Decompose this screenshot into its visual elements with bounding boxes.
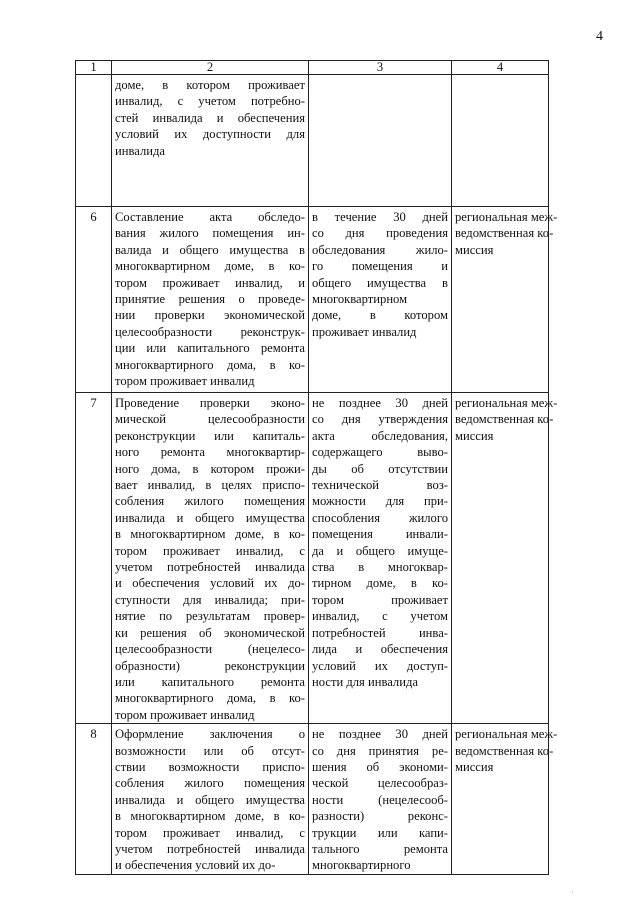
procedure-table: [75, 60, 558, 875]
text-line: и обеспечения условий их до-: [115, 858, 276, 873]
text-line: региональная меж-: [455, 396, 558, 410]
text-line: инвалида: [115, 143, 165, 158]
text-line: валида и общего имущества в: [115, 242, 305, 257]
text-line: тором проживает: [312, 592, 448, 607]
text-line: ческой целесообраз-: [312, 776, 448, 791]
text-line: вает инвалид, в целях приспо-: [115, 478, 305, 493]
text-line: способления жилого: [312, 510, 448, 525]
text-line: образности) реконструкции: [115, 658, 305, 673]
text-line: и обеспечения условий их до-: [115, 576, 305, 591]
text-line: целесообразности (нецелесо-: [115, 642, 305, 657]
text-line: в многоквартирном доме, в ко-: [115, 527, 305, 542]
action-cell: [112, 207, 309, 393]
text-line: учетом потребностей инвалида: [115, 841, 305, 856]
text-line: мической целесообразности: [115, 412, 305, 427]
text-line: можности для при-: [312, 494, 448, 509]
text-line: потребностей инва-: [312, 625, 448, 640]
text-line: лида и обеспечения: [312, 642, 448, 657]
page-number: 4: [596, 29, 603, 44]
text-line: целесообразности реконструк-: [115, 324, 305, 339]
text-line: условий их доступ-: [312, 658, 448, 673]
text-line: го помещения и: [312, 259, 448, 274]
text-line: тором проживает инвалид: [115, 374, 255, 389]
text-line: многоквартирном доме, в ко-: [115, 259, 305, 274]
column-header: 3: [309, 61, 452, 75]
column-header: 4: [452, 61, 549, 75]
text-line: тирном доме, в ко-: [312, 576, 448, 591]
text-line: собления жилого помещения: [115, 494, 305, 509]
text-line: доме, в котором проживает: [115, 78, 305, 92]
text-line: тором проживает инвалид: [115, 707, 255, 722]
text-line: обследования жило-: [312, 242, 448, 257]
text-line: стей инвалида и обеспечения: [115, 110, 305, 125]
text-line: содержащего выво-: [312, 445, 448, 460]
text-line: ведомственная ко-: [455, 743, 554, 758]
text-line: собления жилого помещения: [115, 776, 305, 791]
text-line: в течение 30 дней: [312, 210, 448, 224]
text-line: тором проживает инвалид, и: [115, 275, 305, 290]
table-row: [76, 207, 549, 393]
text-line: нятие по результатам провер-: [115, 609, 305, 624]
text-line: да и общего имуще-: [312, 543, 448, 558]
text-line: шения об экономи-: [312, 759, 448, 774]
text-line: многоквартирного дома, в ко-: [115, 357, 305, 372]
text-line: инвалида и общего имущества: [115, 792, 305, 807]
text-line: ства в многоквар-: [312, 560, 448, 575]
text-line: тором проживает инвалид, с: [115, 825, 305, 840]
text-line: общего имущества в: [312, 275, 448, 290]
text-line: ствии возможности приспо-: [115, 759, 305, 774]
deadline-cell: [309, 724, 452, 875]
table-row: [76, 393, 549, 724]
footer-mark: ·: [571, 888, 574, 897]
text-line: нии проверки экономической: [115, 308, 305, 323]
deadline-cell: [309, 75, 452, 207]
text-line: трукции или капи-: [312, 825, 448, 840]
column-header: 1: [76, 61, 112, 75]
text-line: учетом потребностей инвалида: [115, 560, 305, 575]
text-line: многоквартирного: [312, 858, 411, 873]
text-line: миссия: [455, 759, 494, 774]
text-line: со дня проведения: [312, 226, 448, 241]
text-line: акта обследования,: [312, 428, 448, 443]
text-line: ступности для инвалида; при-: [115, 592, 305, 607]
text-line: Составление акта обследо-: [115, 210, 305, 224]
text-line: вания жилого помещения ин-: [115, 226, 305, 241]
text-line: тором проживает инвалид, с: [115, 543, 305, 558]
column-header: 2: [112, 61, 309, 75]
text-line: не позднее 30 дней: [312, 396, 448, 410]
text-line: принятие решения о проведе-: [115, 292, 305, 307]
row-number-cell: 8: [76, 724, 112, 875]
table-row: [76, 724, 549, 875]
table-row-continuation: [76, 75, 549, 207]
text-line: со дня утверждения: [312, 412, 448, 427]
text-line: не позднее 30 дней: [312, 727, 448, 742]
action-cell: [112, 393, 309, 724]
text-line: региональная меж-: [455, 727, 558, 742]
text-line: технической воз-: [312, 478, 448, 493]
responsible-cell: [452, 393, 558, 724]
text-line: инвалида и общего имущества: [115, 510, 305, 525]
text-line: многоквартирном: [312, 292, 408, 307]
text-line: ного дома, в котором прожи-: [115, 461, 305, 476]
text-line: ки решения об экономической: [115, 625, 305, 640]
row-number-cell: [76, 75, 112, 207]
text-line: проживает инвалид: [312, 324, 417, 339]
text-line: многоквартирного дома, в ко-: [115, 691, 305, 706]
text-line: в многоквартирном доме, в ко-: [115, 809, 305, 824]
text-line: разности) реконс-: [312, 809, 448, 824]
text-line: ности для инвалида: [312, 674, 418, 689]
deadline-cell: [309, 207, 452, 393]
text-line: условий их доступности для: [115, 127, 305, 142]
text-line: ведомственная ко-: [455, 226, 554, 241]
responsible-cell: [452, 207, 558, 393]
text-line: реконструкции или капиталь-: [115, 428, 305, 443]
text-line: ведомственная ко-: [455, 412, 554, 427]
text-line: инвалид, с учетом потребно-: [115, 94, 305, 109]
text-line: ды об отсутствии: [312, 461, 448, 476]
text-line: или капитального ремонта: [115, 674, 305, 689]
text-line: ности (нецелесооб-: [312, 792, 448, 807]
action-cell: [112, 75, 309, 207]
text-line: Оформление заключения о: [115, 727, 305, 742]
text-line: помещения инвали-: [312, 527, 448, 542]
text-line: Проведение проверки эконо-: [115, 396, 305, 410]
text-line: со дня принятия ре-: [312, 743, 448, 758]
text-line: инвалид, с учетом: [312, 609, 448, 624]
text-line: миссия: [455, 242, 494, 257]
action-cell: [112, 724, 309, 875]
responsible-cell: [452, 75, 549, 207]
row-number-cell: 6: [76, 207, 112, 393]
text-line: ного ремонта многоквартир-: [115, 445, 305, 460]
responsible-cell: [452, 724, 558, 875]
row-number-cell: 7: [76, 393, 112, 724]
deadline-cell: [309, 393, 452, 724]
text-line: возможности или об отсут-: [115, 743, 305, 758]
text-line: миссия: [455, 428, 494, 443]
table-header-row: [76, 61, 549, 75]
text-line: ции или капитального ремонта: [115, 341, 305, 356]
text-line: тального ремонта: [312, 841, 448, 856]
text-line: доме, в котором: [312, 308, 448, 323]
text-line: региональная меж-: [455, 210, 558, 224]
